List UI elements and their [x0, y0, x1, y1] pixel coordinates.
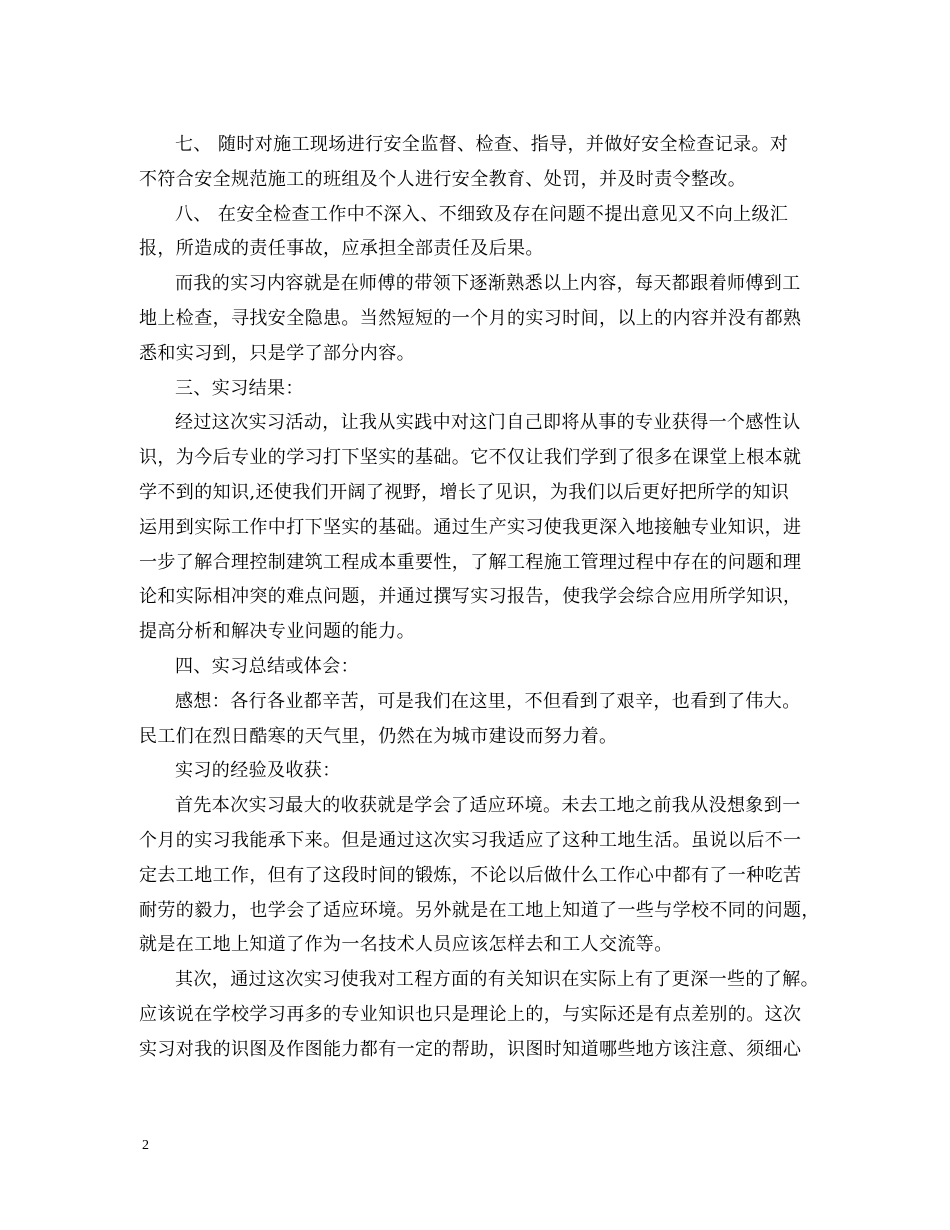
text-line: 而我的实习内容就是在师傅的带领下逐渐熟悉以上内容，每天都跟着师傅到工 — [175, 273, 801, 295]
text-line: 四、实习总结或体会： — [175, 655, 359, 677]
text-line: 提高分析和解决专业问题的能力。 — [139, 621, 415, 643]
text-line: 运用到实际工作中打下坚实的基础。通过生产实习使我更深入地接触专业知识，进 — [139, 516, 802, 538]
text-line: 学不到的知识,还使我们开阔了视野，增长了见识，为我们以后更好把所学的知识 — [139, 481, 790, 503]
text-line: 实习的经验及收获： — [175, 760, 341, 782]
text-line: 民工们在烈日酷寒的天气里，仍然在为城市建设而努力着。 — [139, 725, 618, 747]
text-line: 论和实际相冲突的难点问题，并通过撰写实习报告，使我学会综合应用所学知识， — [139, 586, 802, 608]
text-line: 报，所造成的责任事故，应承担全部责任及后果。 — [139, 238, 544, 260]
text-line: 应该说在学校学习再多的专业知识也只是理论上的，与实际还是有点差别的。这次 — [139, 1003, 802, 1025]
text-line: 感想：各行各业都辛苦，可是我们在这里，不但看到了艰辛，也看到了伟大。 — [175, 690, 801, 712]
text-line: 七、 随时对施工现场进行安全监督、检查、指导，并做好安全检查记录。对 — [175, 134, 789, 155]
text-line: 地上检查，寻找安全隐患。当然短短的一个月的实习时间，以上的内容并没有都熟 — [139, 307, 802, 329]
text-line: 不符合安全规范施工的班组及个人进行安全教育、处罚，并及时责令整改。 — [139, 168, 747, 190]
body-text — [139, 128, 819, 1068]
text-line: 定去工地工作，但有了这段时间的锻炼，不论以后做什么工作心中都有了一种吃苦 — [139, 864, 802, 886]
text-line: 悉和实习到，只是学了部分内容。 — [139, 342, 415, 364]
text-line: 就是在工地上知道了作为一名技术人员应该怎样去和工人交流等。 — [139, 934, 673, 956]
text-line: 实习对我的识图及作图能力都有一定的帮助，识图时知道哪些地方该注意、须细心 — [139, 1038, 802, 1060]
text-line: 经过这次实习活动，让我从实践中对这门自己即将从事的专业获得一个感性认 — [175, 412, 801, 434]
text-line: 识，为今后专业的学习打下坚实的基础。它不仅让我们学到了很多在课堂上根本就 — [139, 447, 802, 469]
text-line: 八、 在安全检查工作中不深入、不细致及存在问题不提出意见又不向上级汇 — [175, 203, 789, 225]
page-number: 2 — [142, 1138, 149, 1153]
text-line: 一步了解合理控制建筑工程成本重要性，了解工程施工管理过程中存在的问题和理 — [139, 551, 802, 573]
text-line: 个月的实习我能承下来。但是通过这次实习我适应了这种工地生活。虽说以后不一 — [139, 829, 802, 851]
text-line: 三、实习结果： — [175, 377, 304, 399]
text-line: 首先本次实习最大的收获就是学会了适应环境。未去工地之前我从没想象到一 — [175, 795, 801, 817]
text-line: 其次，通过这次实习使我对工程方面的有关知识在实际上有了更深一些的了解。 — [175, 969, 819, 991]
text-line: 耐劳的毅力，也学会了适应环境。另外就是在工地上知道了一些与学校不同的问题， — [139, 899, 820, 921]
